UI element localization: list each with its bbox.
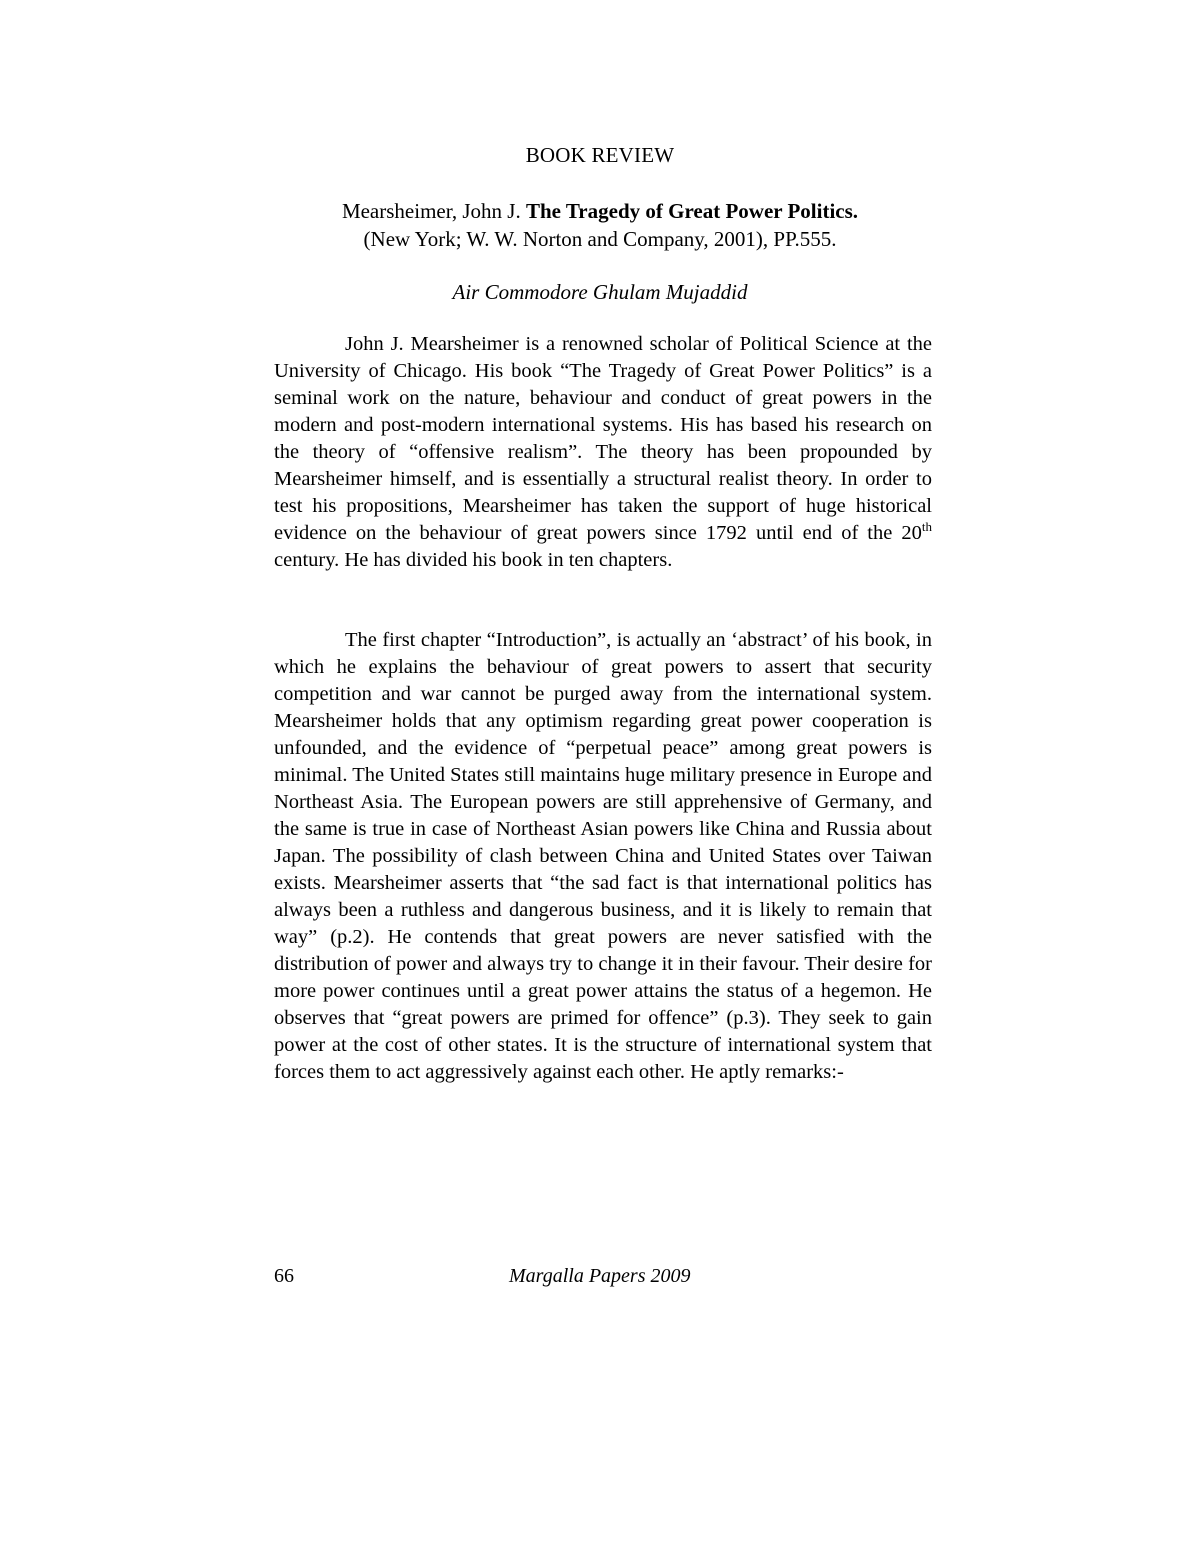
paragraph-1-text: John J. Mearsheimer is a renowned scholar of Political Science at the University of Chicago. His book “The Tragedy of Great Power Politics” is a seminal work on the nature, behaviour and conduct of great powers in the modern and post-modern international systems. His has based his research on the theory of “offensive realism”. The theory has been propounded by Mearsheimer himself, and is essentially a structural realist theory. In order to test his propositions, Mearsheimer has taken the support of huge historical evidence on the behaviour of great powers since 1792 until end of the 20: [274, 333, 932, 544]
footer-page-number: 66: [274, 1265, 294, 1287]
footer-journal-name: Margalla Papers 2009: [509, 1265, 691, 1287]
ordinal-superscript: th: [921, 519, 932, 534]
citation-publication: (New York; W. W. Norton and Company, 2001), PP.555.: [363, 227, 837, 251]
section-heading: BOOK REVIEW: [525, 143, 675, 167]
reviewer-name: Air Commodore Ghulam Mujaddid: [452, 280, 748, 304]
book-citation: [0, 197, 1200, 253]
citation-book-title: The Tragedy of Great Power Politics.: [525, 199, 859, 223]
citation-line-1: [0, 197, 1200, 225]
paragraph-1-text-end: century. He has divided his book in ten chapters.: [274, 549, 673, 571]
body-paragraph-1: [274, 331, 932, 574]
citation-author: Mearsheimer, John J.: [341, 199, 526, 223]
body-paragraph-2: The first chapter “Introduction”, is actually an ‘abstract’ of his book, in which he explains the behaviour of great powers to assert that security competition and war cannot be purged away from the international system. Mearsheimer holds that any optimism regarding great power cooperation is unfounded, and the evidence of “perpetual peace” among great powers is minimal. The United States still maintains huge military presence in Europe and Northeast Asia. The European powers are still apprehensive of Germany, and the same is true in case of Northeast Asian powers like China and Russia about Japan. The possibility of clash between China and United States over Taiwan exists. Mearsheimer asserts that “the sad fact is that international politics has always been a ruthless and dangerous business, and it is likely to remain that way” (p.2). He contends that great powers are never satisfied with the distribution of power and always try to change it in their favour. Their desire for more power continues until a great power attains the status of a hegemon. He observes that “great powers are primed for offence” (p.3). They seek to gain power at the cost of other states. It is the structure of international system that forces them to act aggressively against each other. He aptly remarks:-: [274, 629, 932, 1083]
